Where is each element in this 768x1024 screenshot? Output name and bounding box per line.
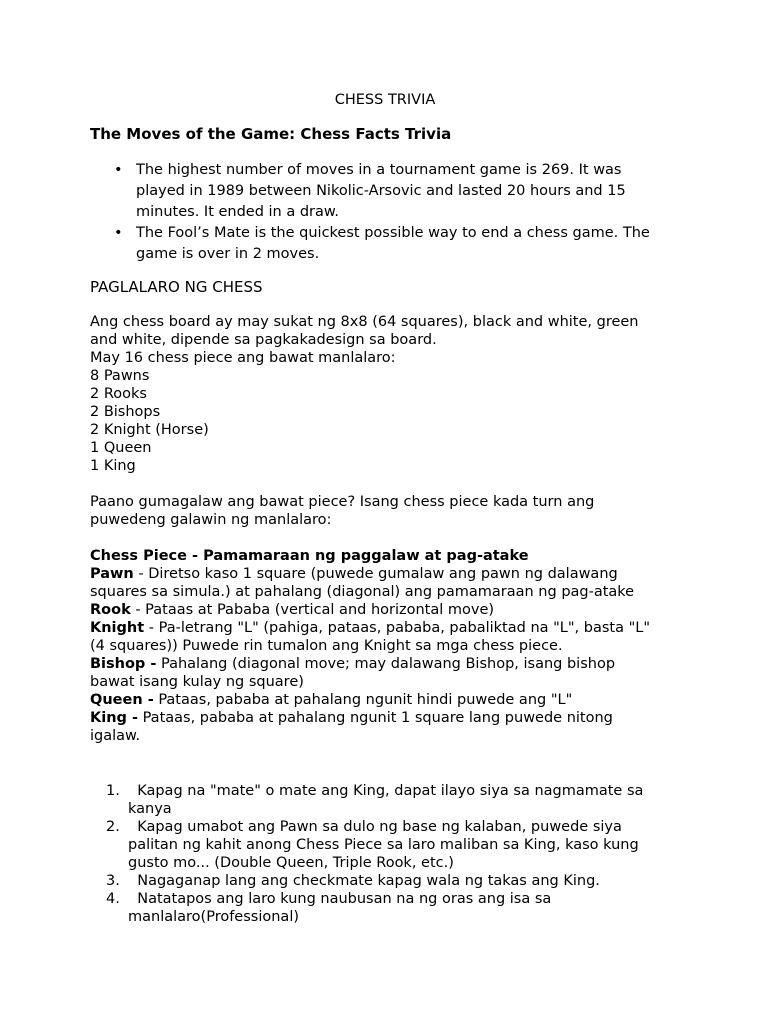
text-line: May 16 chess piece ang bawat manlalaro: <box>90 350 396 366</box>
text-line: 1 Queen <box>90 440 152 456</box>
piece-movement-question <box>90 493 680 529</box>
move-entry-king <box>90 709 680 727</box>
rule-number: 2. <box>106 819 120 835</box>
text-line: puwedeng galawin ng manlalaro: <box>90 512 332 528</box>
move-entry-pawn <box>90 565 680 583</box>
text-line: 8 Pawns <box>90 368 150 384</box>
move-text: Pataas, pababa at pahalang ngunit 1 square lang puwede nitong <box>137 710 613 726</box>
bullet-line: played in 1989 between Nikolic-Arsovic and lasted 20 hours and 15 <box>136 183 626 199</box>
text-line: 2 Rooks <box>90 386 147 402</box>
piece-name: Pawn <box>90 566 134 582</box>
rule-line: Kapag umabot ang Pawn sa dulo ng base ng kalaban, puwede siya <box>128 819 622 835</box>
text-line: Ang chess board ay may sukat ng 8x8 (64 squares), black and white, green <box>90 314 639 330</box>
chess-board-description <box>90 313 680 475</box>
rule-number: 1. <box>106 783 120 799</box>
rules-numbered-list <box>90 782 718 926</box>
text-line: 2 Bishops <box>90 404 161 420</box>
move-text: - Pataas at Pababa (vertical and horizontal move) <box>130 602 495 618</box>
rule-number: 4. <box>106 891 120 907</box>
move-text: igalaw. <box>90 728 141 744</box>
move-text: bawat isang kulay ng square) <box>90 674 304 690</box>
rule-line: kanya <box>128 801 172 817</box>
rule-line: Natatapos ang laro kung naubusan na ng oras ang isa sa <box>128 891 552 907</box>
trivia-bullet-list <box>90 160 726 265</box>
rule-item <box>106 890 718 926</box>
piece-name: Rook <box>90 602 131 618</box>
text-line: 2 Knight (Horse) <box>90 422 209 438</box>
text-line: and white, dipende sa pagkakadesign sa board. <box>90 332 437 348</box>
rule-number: 3. <box>106 873 120 889</box>
piece-name: Bishop - <box>90 656 157 672</box>
rule-item <box>106 782 718 818</box>
rule-line: manlalaro(Professional) <box>128 909 299 925</box>
move-entry-queen <box>90 691 680 709</box>
piece-name: Knight <box>90 620 145 636</box>
move-entry-knight <box>90 619 680 637</box>
move-text: Pataas, pababa at pahalang ngunit hindi puwede ang "L" <box>153 692 573 708</box>
piece-name: Queen - <box>90 692 154 708</box>
bullet-line: game is over in 2 moves. <box>136 246 320 262</box>
rule-line: Nagaganap lang ang checkmate kapag wala ng takas ang King. <box>128 873 600 889</box>
rule-item <box>106 872 718 890</box>
move-text: (4 squares)) Puwede rin tumalon ang Knight sa mga chess piece. <box>90 638 563 654</box>
rule-line: Kapag na "mate" o mate ang King, dapat ilayo siya sa nagmamate sa <box>128 783 644 799</box>
document-subtitle: The Moves of the Game: Chess Facts Trivia <box>90 125 452 143</box>
rule-item <box>106 818 718 872</box>
bullet-item <box>136 160 726 223</box>
piece-moves-section <box>90 547 680 745</box>
move-text: squares sa simula.) at pahalang (diagonal) ang pamamaraan ng pag-atake <box>90 584 635 600</box>
bullet-line: minutes. It ended in a draw. <box>136 204 340 220</box>
text-line: 1 King <box>90 458 136 474</box>
move-text: - Diretso kaso 1 square (puwede gumalaw ang pawn ng dalawang <box>133 566 618 582</box>
move-text: Pahalang (diagonal move; may dalawang Bishop, isang bishop <box>156 656 616 672</box>
rule-line: gusto mo... (Double Queen, Triple Rook, etc.) <box>128 855 454 871</box>
moves-header: Chess Piece - Pamamaraan ng paggalaw at pag-atake <box>90 548 529 564</box>
document-title: CHESS TRIVIA <box>334 92 436 108</box>
bullet-line: • The highest number of moves in a tournament game is 269. It was <box>136 162 622 178</box>
bullet-item <box>136 223 726 265</box>
piece-name: King - <box>90 710 138 726</box>
section-heading: PAGLALARO NG CHESS <box>90 278 263 296</box>
move-entry-bishop <box>90 655 680 673</box>
move-text: - Pa-letrang "L" (pahiga, pataas, pababa, pabaliktad na "L", basta "L" <box>144 620 651 636</box>
text-line: Paano gumagalaw ang bawat piece? Isang chess piece kada turn ang <box>90 494 595 510</box>
bullet-line: • The Fool’s Mate is the quickest possible way to end a chess game. The <box>136 225 650 241</box>
move-entry-rook <box>90 601 680 619</box>
rule-line: palitan ng kahit anong Chess Piece sa laro maliban sa King, kaso kung <box>128 837 639 853</box>
